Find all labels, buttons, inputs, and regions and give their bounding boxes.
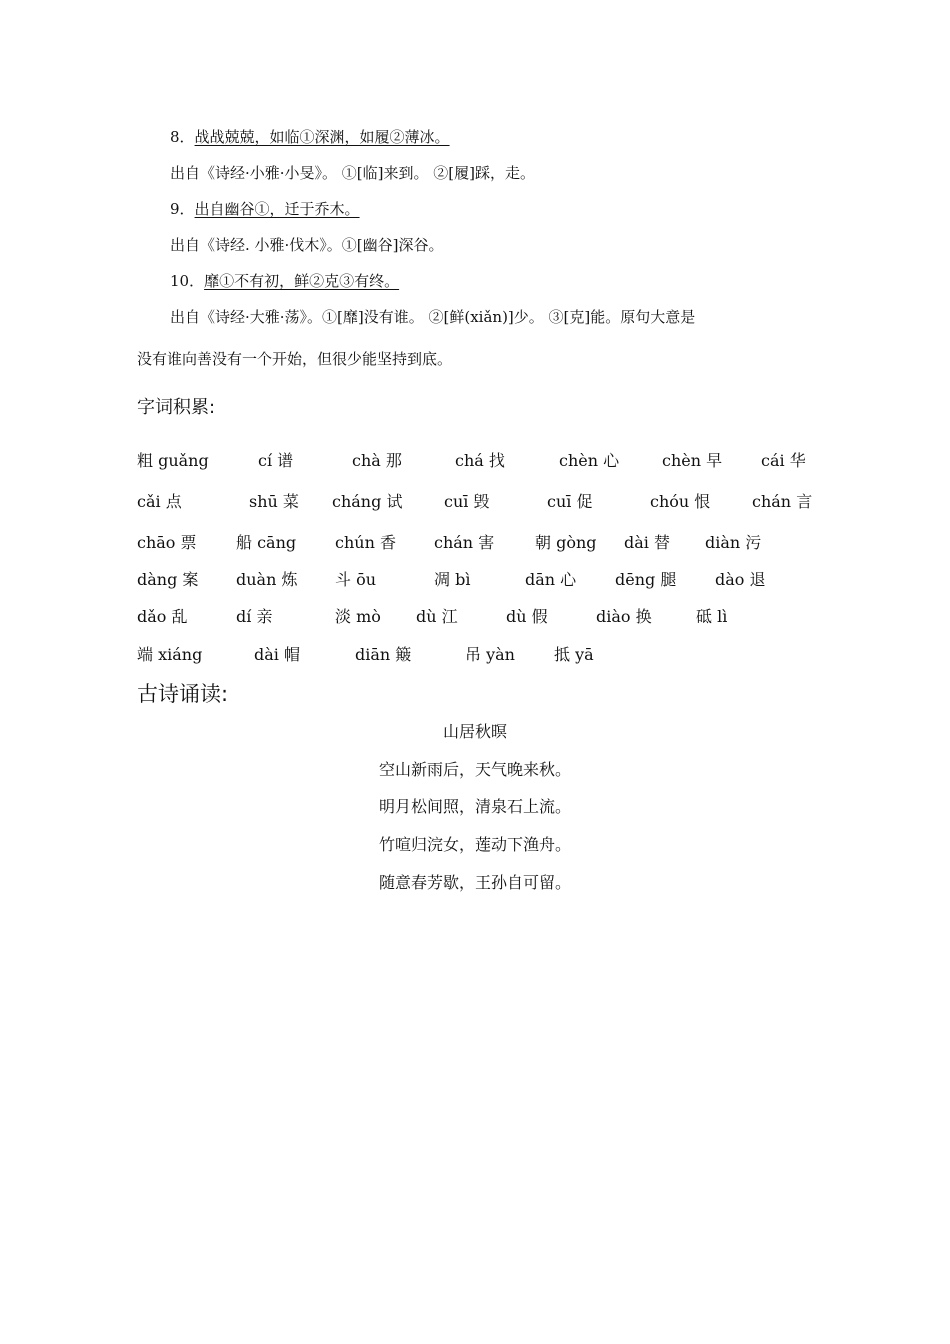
quote-note: 出自《诗经·小雅·小旻》。 ①[临]来到。 ②[履]踩，走。 bbox=[170, 164, 535, 182]
vocab-item: chà 那 bbox=[352, 451, 402, 470]
vocab-row bbox=[0, 531, 950, 555]
quote-note: 出自《诗经·大雅·荡》。①[靡]没有谁。 ②[鲜(xiǎn)]少。 ③[克]能。原句大意是 bbox=[170, 308, 696, 326]
quote-note-continued: 没有谁向善没有一个开始，但很少能坚持到底。 bbox=[137, 350, 453, 368]
vocab-item: chán 言 bbox=[752, 492, 813, 511]
vocab-item: 斗 ōu bbox=[335, 570, 377, 589]
vocab-item: dù 江 bbox=[416, 607, 458, 626]
poem-line: 竹喧归浣女，莲动下渔舟。 bbox=[378, 835, 571, 854]
vocab-item: chún 香 bbox=[335, 533, 396, 552]
vocab-item: cuī 促 bbox=[547, 492, 593, 511]
vocab-item: 吊 yàn bbox=[465, 645, 515, 664]
quote-text: 出自幽谷①，迁于乔木。 bbox=[194, 200, 360, 218]
vocab-item: 端 xiáng bbox=[137, 645, 203, 664]
vocab-item: chán 害 bbox=[434, 533, 495, 552]
vocab-item: diān 簸 bbox=[355, 645, 412, 664]
poem-heading: 古诗诵读: bbox=[137, 682, 229, 706]
vocab-item: dài 替 bbox=[624, 533, 670, 552]
vocab-item: shū 菜 bbox=[249, 492, 299, 511]
vocab-item: cuī 毁 bbox=[444, 492, 490, 511]
vocab-item: dàng 案 bbox=[137, 570, 199, 589]
vocab-item: cǎi 点 bbox=[137, 492, 182, 511]
quote-text: 靡①不有初，鲜②克③有终。 bbox=[204, 272, 400, 290]
quote-number: 10． bbox=[170, 272, 205, 290]
vocab-item: dǎo 乱 bbox=[137, 607, 188, 626]
poem-line: 空山新雨后，天气晚来秋。 bbox=[378, 760, 571, 779]
vocab-item: dān 心 bbox=[525, 570, 577, 589]
quote-number: 9． bbox=[170, 200, 195, 218]
vocab-item: cái 华 bbox=[761, 451, 806, 470]
vocab-item: 凋 bì bbox=[434, 570, 471, 589]
vocab-item: dí 亲 bbox=[236, 607, 273, 626]
poem-line: 随意春芳歇，王孙自可留。 bbox=[378, 873, 571, 892]
vocab-row bbox=[0, 490, 950, 514]
quote-line bbox=[170, 271, 399, 291]
vocab-item: 粗 guǎng bbox=[137, 451, 209, 470]
vocab-item: 淡 mò bbox=[335, 607, 381, 626]
vocab-item: duàn 炼 bbox=[236, 570, 298, 589]
quote-line bbox=[170, 127, 450, 147]
vocab-heading: 字词积累: bbox=[137, 397, 216, 418]
vocab-item: 砥 lì bbox=[696, 607, 728, 626]
poem-line: 明月松间照，清泉石上流。 bbox=[378, 797, 571, 816]
vocab-item: chá 找 bbox=[455, 451, 505, 470]
vocab-row bbox=[0, 605, 950, 629]
vocab-item: dài 帽 bbox=[254, 645, 300, 664]
quote-text: 战战兢兢，如临①深渊，如履②薄冰。 bbox=[194, 128, 450, 146]
vocab-item: 抵 yā bbox=[554, 645, 594, 664]
vocab-item: dēng 腿 bbox=[615, 570, 677, 589]
vocab-row bbox=[0, 643, 950, 667]
vocab-item: chèn 心 bbox=[559, 451, 620, 470]
vocab-item: dù 假 bbox=[506, 607, 548, 626]
quote-line bbox=[170, 199, 360, 219]
vocab-item: dào 退 bbox=[715, 570, 766, 589]
vocab-item: cháng 试 bbox=[332, 492, 403, 511]
vocab-item: chāo 票 bbox=[137, 533, 197, 552]
vocab-row bbox=[0, 449, 950, 473]
vocab-item: diàn 污 bbox=[705, 533, 762, 552]
vocab-item: diào 换 bbox=[596, 607, 652, 626]
quote-number: 8． bbox=[170, 128, 195, 146]
vocab-row bbox=[0, 568, 950, 592]
quote-note: 出自《诗经. 小雅·伐木》。①[幽谷]深谷。 bbox=[170, 236, 444, 254]
vocab-item: cí 谱 bbox=[258, 451, 294, 470]
vocab-item: 朝 gòng bbox=[535, 533, 597, 552]
vocab-item: chóu 恨 bbox=[650, 492, 711, 511]
poem-title: 山居秋暝 bbox=[442, 722, 507, 741]
vocab-item: chèn 早 bbox=[662, 451, 723, 470]
vocab-item: 船 cāng bbox=[236, 533, 297, 552]
